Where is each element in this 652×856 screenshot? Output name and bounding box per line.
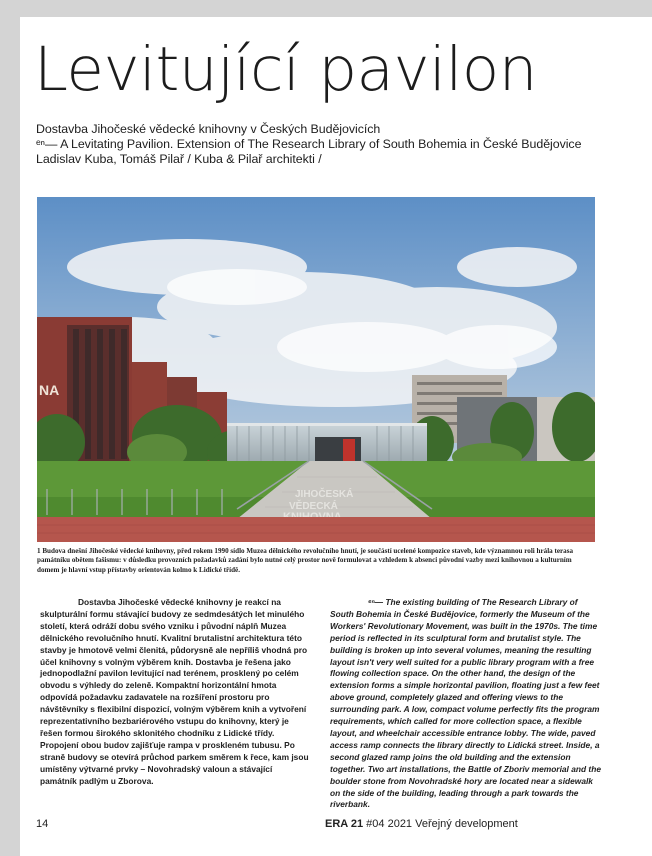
photo-caption: 1 Budova dnešní Jihočeské vědecké knihovny, před rokem 1990 sídlo Muzea dělnického revolučního hnutí, je součástí ucelené kompozice staveb, kde významnou roli hrála terasa památníku obětem fašismu: v důsledku provozních požadavků zadání bylo nutné celý prostor nově formulovat a vzhledem k absenci původní vazby mezi knihovnou a kulturním domem je hlavní vstup přístavby orientován kolmo k Lidické třídě. [37,547,573,574]
subtitle-czech: Dostavba Jihočeské vědecké knihovny v Českých Budějovicích [36,122,381,136]
magazine-footer [325,818,518,830]
pavement-text-1: JIHOČESKÁ [295,489,354,500]
pavement-text-2: VĚDECKÁ [289,501,338,512]
issue-info: #04 2021 Veřejný development [366,818,518,830]
page-number: 14 [36,818,49,830]
magazine-name: ERA 21 [325,818,364,830]
magazine-page [20,17,652,856]
article-title: Levitující pavilon [34,34,537,105]
body-text-czech [40,597,310,788]
body-paragraph-english: ᵉⁿ— The existing building of The Research Library of South Bohemia in České Budějovice, formerly the Museum of the Workers' Revolutionary Movement, was built in the 1970s. The time period is reflected in its sculptural form and brutalist style. The building is broken up into several volumes, meaning the resulting layout isn't very well suited for a public library program with a free flowing collection space. On the other hand, the design of the extension forms a simple horizontal pavilion, floating just a few feet above ground, completely glazed and offering views to the surrounding park. A low, compact volume perfectly fits the program requirements, which called for more collection space, a flexible layout, and wheelchair accessible entrance lobby. The wide, paved access ramp connects the library directly to Lidická street. Inside, a second glazed ramp joins the old building and the extension together. Two art installations, the Battle of Zboriv memorial and the boulder stone from Novohradské hory are located near a sidewalk on the side of the building, leading through a park towards the riverbank. [330,597,601,810]
subtitle-english: ᵉⁿ— A Levitating Pavilion. Extension of The Research Library of South Bohemia in České Budějovice [36,137,582,151]
body-text-english [330,597,602,811]
body-paragraph-czech: Dostavba Jihočeské vědecké knihovny je reakcí na skulpturální formu stávající budovy ze sedmdesátých let minulého století, která odráží dobu svého vzniku i původní náplň Muzea dělnického revolučního hnutí. Kvalitní brutalistní architektura této stavby je hmotově velmi členitá, půdorysně ale nepříliš vhodná pro účel knihovny s volným výběrem knih. Dostavba je řešena jako jednopodlažní pavilon levitující nad terénem, prosklený po celém obvodu s výhledy do zeleně. Kompaktní horizontální hmota odpovídá požadavku zadavatele na rozšíření prostoru pro návštěvníky s flexibilní dispozicí, volným výběrem knih a vytvoření reprezentativního bezbariérového vstupu do knihovny, který je řešen formou širokého sklonitého chodníku z Lidické třídy. Propojení obou budov zajišťuje rampa v proskleném tubusu. Po straně budovy se otevírá průchod parkem směrem k řece, kam jsou umístěny výtvarné prvky – Novohradský valoun a stávající památník padlým u Zborova. [40,597,309,786]
building-sign-text: NA [39,382,60,398]
author-credits: Ladislav Kuba, Tomáš Pilař / Kuba & Pilař architekti / [36,152,322,166]
library-photo [37,197,595,542]
